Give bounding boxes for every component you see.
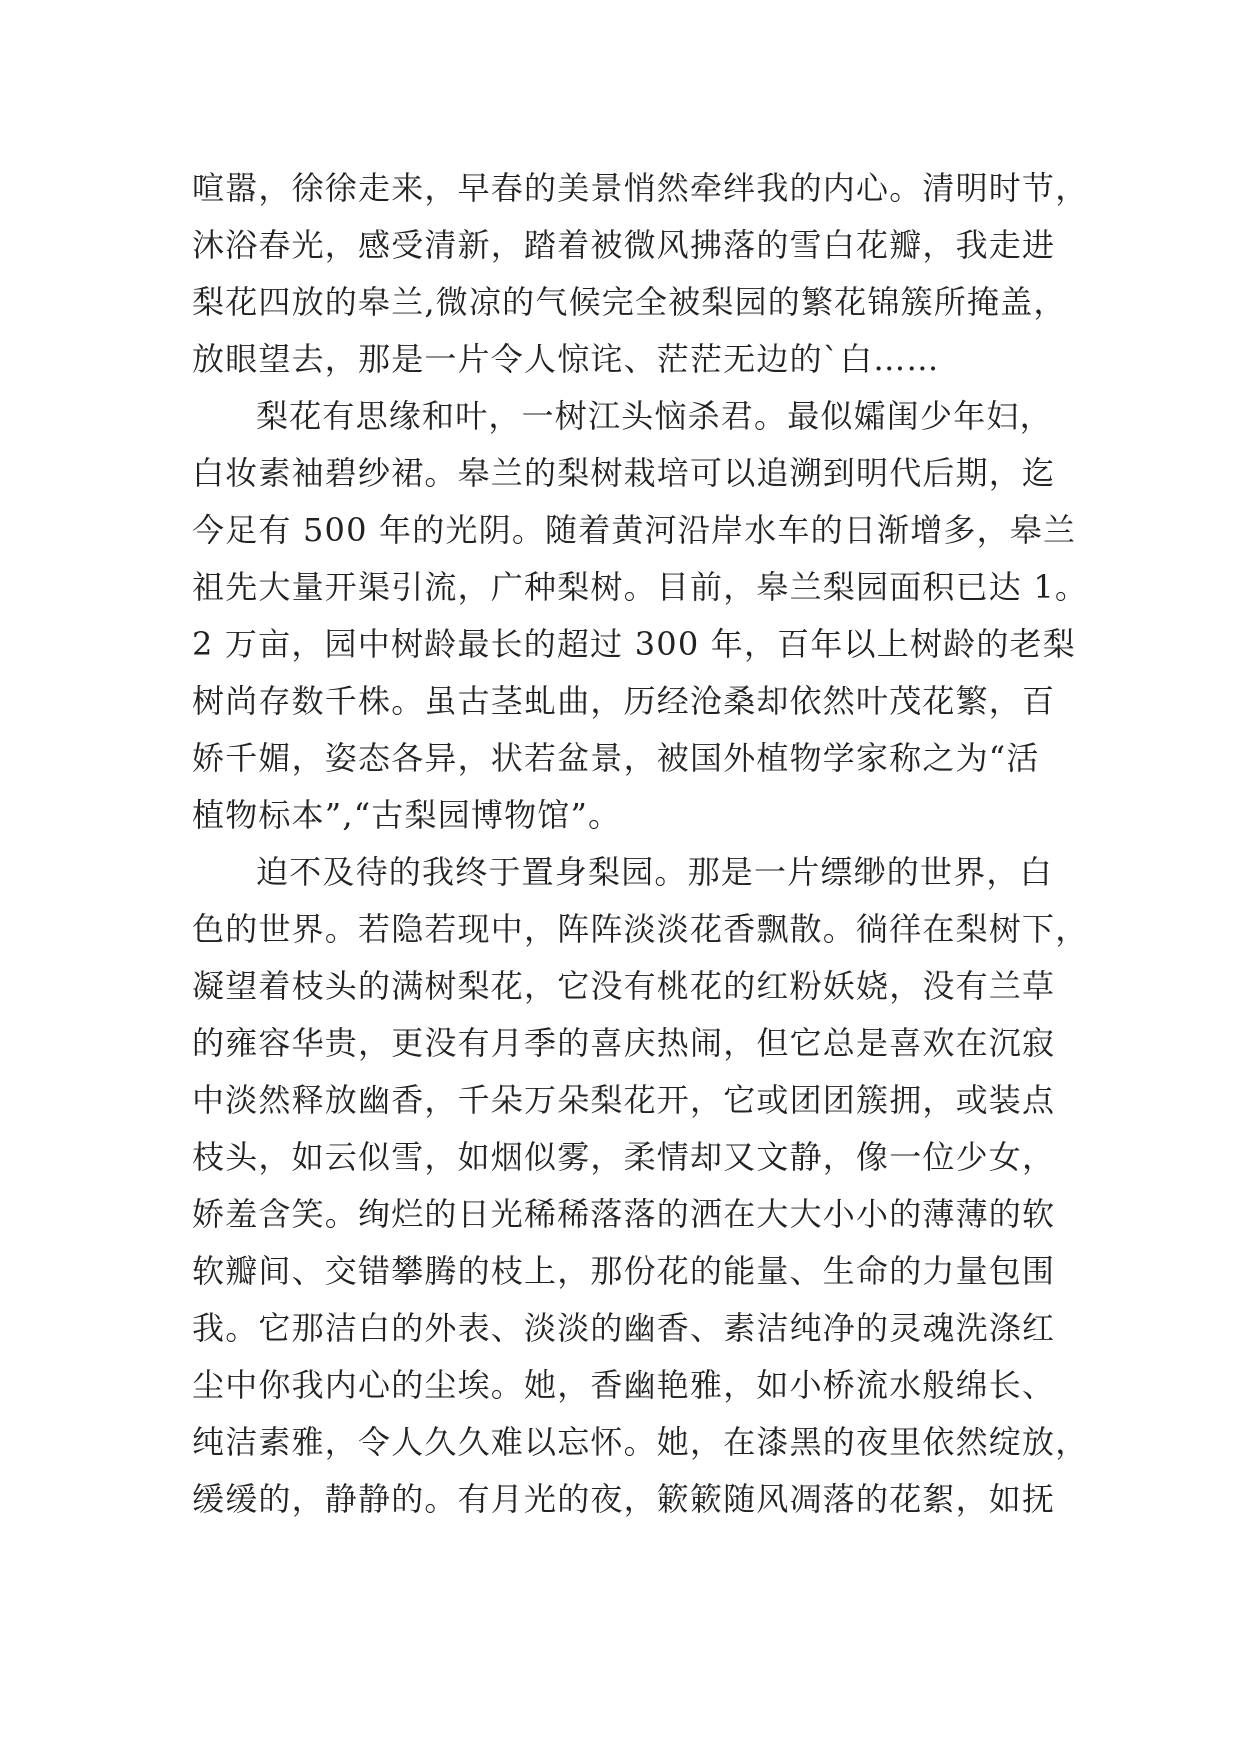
text-line: 枝头，如云似雪，如烟似雾，柔情却又文静，像一位少女， (192, 1138, 1056, 1176)
text-line: 娇千媚，姿态各异，状若盆景，被国外植物学家称之为“活 (192, 739, 1040, 777)
text-line: 白妆素袖碧纱裙。皋兰的梨树栽培可以追溯到明代后期，迄 (192, 454, 1056, 492)
text-line: 放眼望去，那是一片令人惊诧、茫茫无边的`白…… (192, 340, 940, 378)
text-line: 凝望着枝头的满树梨花，它没有桃花的红粉妖娆，没有兰草 (192, 967, 1056, 1005)
paragraph-3 (192, 844, 1089, 1528)
text-line: 梨花有思缘和叶，一树江头恼杀君。最似孀闺少年妇， (256, 397, 1053, 435)
text-line: 我。它那洁白的外表、淡淡的幽香、素洁纯净的灵魂洗涤红 (192, 1309, 1056, 1347)
body-text (192, 160, 1089, 1528)
text-line: 中淡然释放幽香，千朵万朵梨花开，它或团团簇拥，或装点 (192, 1081, 1056, 1119)
text-line: 迫不及待的我终于置身梨园。那是一片缥缈的世界，白 (256, 853, 1053, 891)
text-line: 娇羞含笑。绚烂的日光稀稀落落的洒在大大小小的薄薄的软 (192, 1195, 1056, 1233)
paragraph-1 (192, 160, 1089, 388)
text-line: 植物标本”,“古梨园博物馆”。 (192, 796, 622, 834)
text-line: 祖先大量开渠引流，广种梨树。目前，皋兰梨园面积已达 1。 (192, 568, 1089, 606)
text-line: 2 万亩，园中树龄最长的超过 300 年，百年以上树龄的老梨 (192, 625, 1076, 663)
text-line: 缓缓的，静静的。有月光的夜，簌簌随风凋落的花絮，如抚 (192, 1480, 1056, 1518)
text-line: 尘中你我内心的尘埃。她，香幽艳雅，如小桥流水般绵长、 (192, 1366, 1056, 1404)
text-line: 纯洁素雅，令人久久难以忘怀。她，在漆黑的夜里依然绽放， (192, 1423, 1089, 1461)
text-line: 的雍容华贵，更没有月季的喜庆热闹，但它总是喜欢在沉寂 (192, 1024, 1056, 1062)
text-line: 树尚存数千株。虽古茎虬曲，历经沧桑却依然叶茂花繁，百 (192, 682, 1056, 720)
text-line: 梨花四放的皋兰,微凉的气候完全被梨园的繁花锦簇所掩盖， (192, 283, 1067, 321)
text-line: 沐浴春光，感受清新，踏着被微风拂落的雪白花瓣，我走进 (192, 226, 1056, 264)
text-line: 软瓣间、交错攀腾的枝上，那份花的能量、生命的力量包围 (192, 1252, 1056, 1290)
text-line: 色的世界。若隐若现中，阵阵淡淡花香飘散。徜徉在梨树下， (192, 910, 1089, 948)
paragraph-2 (192, 388, 1089, 844)
text-line: 今足有 500 年的光阴。随着黄河沿岸水车的日渐增多，皋兰 (192, 511, 1077, 549)
text-line: 喧嚣，徐徐走来，早春的美景悄然牵绊我的内心。清明时节， (192, 169, 1089, 207)
